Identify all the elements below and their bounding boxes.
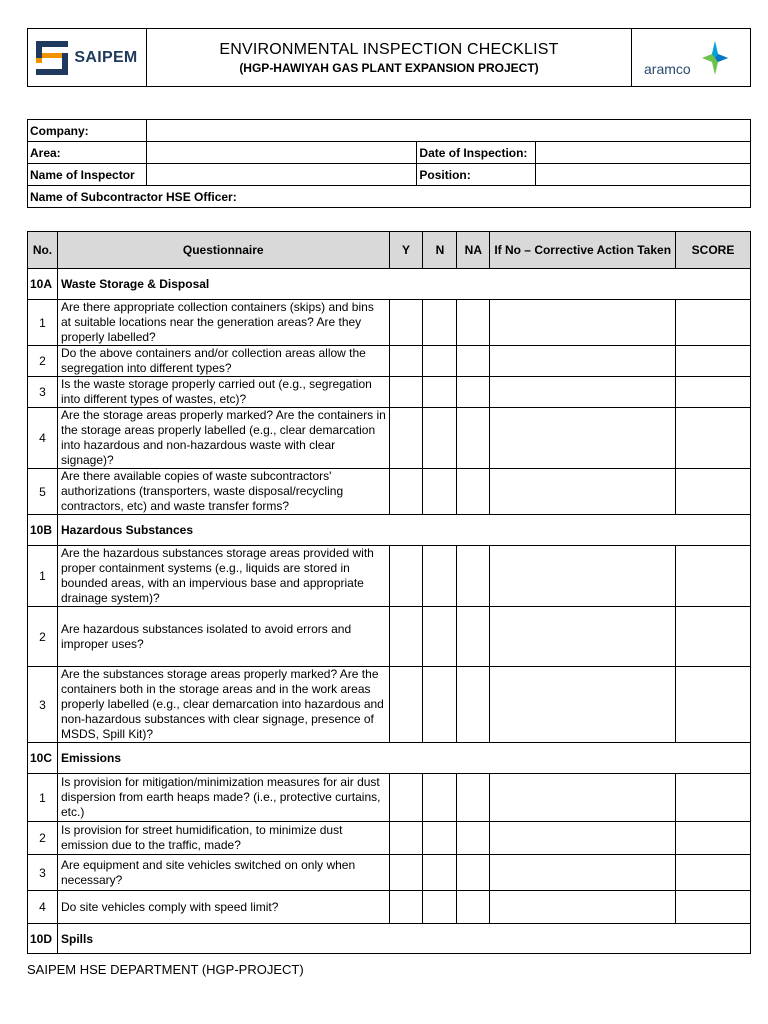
answer-na-cell[interactable]: [457, 891, 490, 924]
score-cell[interactable]: [676, 546, 751, 607]
section-row: [28, 924, 751, 954]
question-number: 3: [28, 667, 58, 743]
answer-na-cell[interactable]: [457, 300, 490, 346]
answer-na-cell[interactable]: [457, 346, 490, 377]
section-row: [28, 269, 751, 300]
corrective-action-cell[interactable]: [490, 774, 676, 822]
inspection-info-table: [27, 119, 751, 208]
table-row: [28, 891, 751, 924]
answer-yes-cell[interactable]: [389, 300, 423, 346]
score-cell[interactable]: [676, 891, 751, 924]
section-code: 10B: [28, 515, 58, 546]
question-number: 2: [28, 822, 58, 855]
saipem-mark-icon: [36, 41, 68, 75]
company-label: Company:: [28, 120, 147, 142]
answer-no-cell[interactable]: [423, 774, 457, 822]
answer-na-cell[interactable]: [457, 377, 490, 408]
table-row: [28, 774, 751, 822]
answer-yes-cell[interactable]: [389, 546, 423, 607]
section-title: Waste Storage & Disposal: [57, 269, 750, 300]
answer-na-cell[interactable]: [457, 667, 490, 743]
document-title-block: [147, 29, 632, 86]
checklist-table: [27, 231, 751, 954]
question-text: Do site vehicles comply with speed limit?: [57, 891, 389, 924]
question-text: Are the substances storage areas properly marked? Are the containers both in the storage areas and in the work areas properly labelled (e.g., clear demarcation into hazardous and non-hazardous substances with clear signage, presence of MSDS, Spill Kit)?: [57, 667, 389, 743]
score-cell[interactable]: [676, 774, 751, 822]
aramco-logo: [632, 29, 750, 86]
score-cell[interactable]: [676, 377, 751, 408]
question-text: Do the above containers and/or collection areas allow the segregation into different types?: [57, 346, 389, 377]
section-code: 10A: [28, 269, 58, 300]
table-row: [28, 469, 751, 515]
answer-no-cell[interactable]: [423, 822, 457, 855]
corrective-action-cell[interactable]: [490, 607, 676, 667]
answer-no-cell[interactable]: [423, 607, 457, 667]
table-row: [28, 855, 751, 891]
answer-no-cell[interactable]: [423, 855, 457, 891]
subcontractor-hse-officer-label: Name of Subcontractor HSE Officer:: [28, 186, 751, 208]
score-cell[interactable]: [676, 408, 751, 469]
answer-yes-cell[interactable]: [389, 469, 423, 515]
score-cell[interactable]: [676, 346, 751, 377]
answer-no-cell[interactable]: [423, 346, 457, 377]
score-cell[interactable]: [676, 667, 751, 743]
answer-na-cell[interactable]: [457, 546, 490, 607]
question-text: Are the storage areas properly marked? Are the containers in the storage areas properly labelled (e.g., clear demarcation into hazardous and non-hazardous waste with clear signage)?: [57, 408, 389, 469]
question-number: 4: [28, 408, 58, 469]
column-header-y: Y: [389, 232, 423, 269]
question-text: Is provision for street humidification, to minimize dust emission due to the traffic, made?: [57, 822, 389, 855]
document-subtitle: (HGP-HAWIYAH GAS PLANT EXPANSION PROJECT): [239, 60, 539, 75]
corrective-action-cell[interactable]: [490, 822, 676, 855]
section-code: 10D: [28, 924, 58, 954]
answer-yes-cell[interactable]: [389, 408, 423, 469]
answer-no-cell[interactable]: [423, 546, 457, 607]
question-text: Are the hazardous substances storage areas provided with proper containment systems (e.g., liquids are stored in bounded areas, with an impervious base and appropriate drainage system)?: [57, 546, 389, 607]
column-header-questionnaire: Questionnaire: [57, 232, 389, 269]
answer-yes-cell[interactable]: [389, 774, 423, 822]
corrective-action-cell[interactable]: [490, 469, 676, 515]
table-row: [28, 346, 751, 377]
score-cell[interactable]: [676, 300, 751, 346]
question-number: 5: [28, 469, 58, 515]
answer-no-cell[interactable]: [423, 891, 457, 924]
section-row: [28, 515, 751, 546]
table-row: [28, 408, 751, 469]
saipem-logo: [28, 29, 147, 86]
corrective-action-cell[interactable]: [490, 855, 676, 891]
question-number: 1: [28, 546, 58, 607]
answer-na-cell[interactable]: [457, 607, 490, 667]
answer-yes-cell[interactable]: [389, 855, 423, 891]
question-number: 2: [28, 607, 58, 667]
column-header-na: NA: [457, 232, 490, 269]
answer-yes-cell[interactable]: [389, 891, 423, 924]
footer-text: SAIPEM HSE DEPARTMENT (HGP-PROJECT): [27, 962, 304, 977]
question-number: 2: [28, 346, 58, 377]
answer-na-cell[interactable]: [457, 774, 490, 822]
answer-no-cell[interactable]: [423, 469, 457, 515]
document-title: ENVIRONMENTAL INSPECTION CHECKLIST: [219, 40, 559, 58]
aramco-brand-text: aramco: [644, 61, 691, 77]
question-text: Are hazardous substances isolated to avoid errors and improper uses?: [57, 607, 389, 667]
section-title: Hazardous Substances: [57, 515, 750, 546]
company-field[interactable]: [146, 120, 750, 142]
date-of-inspection-field[interactable]: [536, 142, 751, 164]
score-cell[interactable]: [676, 469, 751, 515]
column-header-n: N: [423, 232, 457, 269]
question-number: 1: [28, 774, 58, 822]
answer-yes-cell[interactable]: [389, 607, 423, 667]
answer-no-cell[interactable]: [423, 667, 457, 743]
column-header-score: SCORE: [676, 232, 751, 269]
question-text: Is the waste storage properly carried out (e.g., segregation into different types of wastes, etc)?: [57, 377, 389, 408]
section-row: [28, 743, 751, 774]
corrective-action-cell[interactable]: [490, 346, 676, 377]
question-text: Are there appropriate collection containers (skips) and bins at suitable locations near the generation areas? Are they properly labelled?: [57, 300, 389, 346]
question-number: 4: [28, 891, 58, 924]
answer-yes-cell[interactable]: [389, 377, 423, 408]
table-row: [28, 377, 751, 408]
column-header-corrective-action: If No – Corrective Action Taken: [490, 232, 676, 269]
position-label: Position:: [417, 164, 536, 186]
score-cell[interactable]: [676, 822, 751, 855]
table-row: [28, 300, 751, 346]
question-number: 3: [28, 377, 58, 408]
answer-yes-cell[interactable]: [389, 667, 423, 743]
answer-yes-cell[interactable]: [389, 822, 423, 855]
inspector-name-field[interactable]: [146, 164, 416, 186]
answer-no-cell[interactable]: [423, 300, 457, 346]
score-cell[interactable]: [676, 855, 751, 891]
date-of-inspection-label: Date of Inspection:: [417, 142, 536, 164]
answer-na-cell[interactable]: [457, 855, 490, 891]
corrective-action-cell[interactable]: [490, 546, 676, 607]
document-header: [27, 28, 751, 87]
answer-no-cell[interactable]: [423, 408, 457, 469]
section-code: 10C: [28, 743, 58, 774]
inspector-name-label: Name of Inspector: [28, 164, 147, 186]
column-header-no: No.: [28, 232, 58, 269]
answer-na-cell[interactable]: [457, 408, 490, 469]
corrective-action-cell[interactable]: [490, 300, 676, 346]
corrective-action-cell[interactable]: [490, 408, 676, 469]
area-label: Area:: [28, 142, 147, 164]
table-row: [28, 546, 751, 607]
table-row: [28, 822, 751, 855]
score-cell[interactable]: [676, 607, 751, 667]
answer-na-cell[interactable]: [457, 822, 490, 855]
section-title: Emissions: [57, 743, 750, 774]
corrective-action-cell[interactable]: [490, 377, 676, 408]
table-row: [28, 607, 751, 667]
aramco-star-icon: [702, 41, 728, 75]
section-title: Spills: [57, 924, 750, 954]
saipem-brand-text: SAIPEM: [74, 48, 138, 66]
area-field[interactable]: [146, 142, 416, 164]
position-field[interactable]: [536, 164, 751, 186]
corrective-action-cell[interactable]: [490, 891, 676, 924]
answer-yes-cell[interactable]: [389, 346, 423, 377]
question-text: Are there available copies of waste subcontractors' authorizations (transporters, waste disposal/recycling contractors, etc) and waste transfer forms?: [57, 469, 389, 515]
question-text: Is provision for mitigation/minimization measures for air dust dispersion from earth heaps made? (i.e., protective curtains, etc.): [57, 774, 389, 822]
answer-no-cell[interactable]: [423, 377, 457, 408]
question-number: 3: [28, 855, 58, 891]
answer-na-cell[interactable]: [457, 469, 490, 515]
question-text: Are equipment and site vehicles switched on only when necessary?: [57, 855, 389, 891]
corrective-action-cell[interactable]: [490, 667, 676, 743]
table-row: [28, 667, 751, 743]
question-number: 1: [28, 300, 58, 346]
